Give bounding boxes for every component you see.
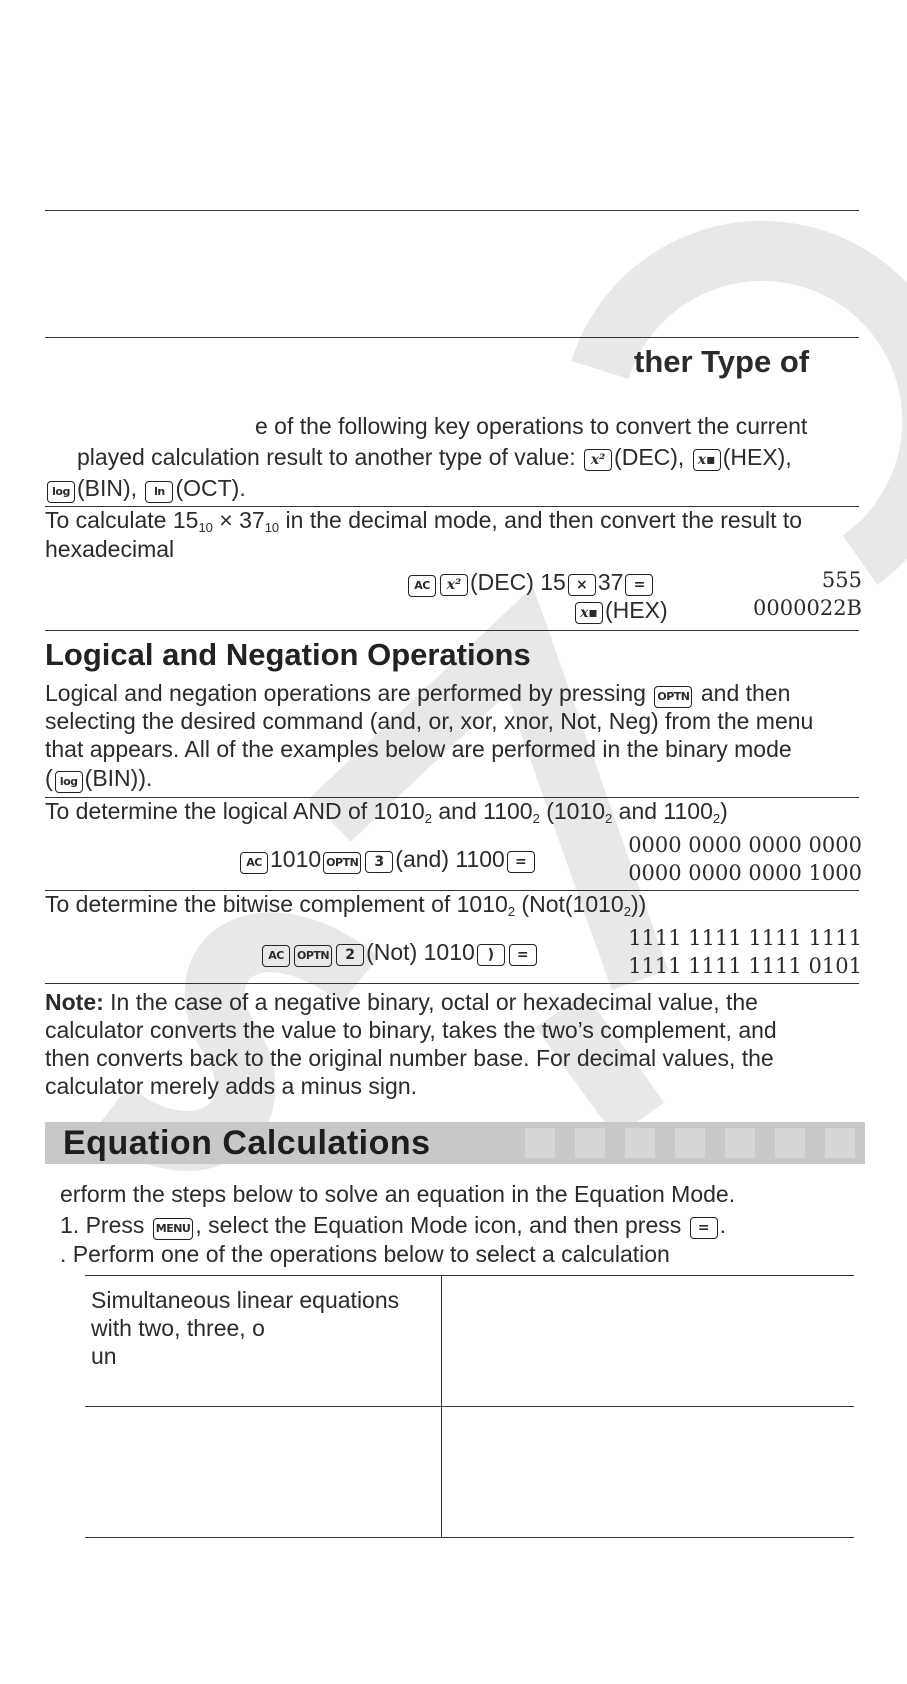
band-pattern: [525, 1128, 855, 1158]
x-box-key-icon: x▪: [693, 449, 721, 471]
subscript: 2: [532, 811, 540, 826]
ac-key-icon: AC: [262, 945, 290, 967]
conversion-op2: [573, 596, 668, 624]
logical-example2-desc: [45, 890, 646, 918]
desc-text: )): [630, 891, 647, 917]
hex-label: (HEX),: [722, 444, 792, 470]
table-cell: [85, 1276, 442, 1407]
conversion-line2-text: played calculation result to another type of value:: [77, 444, 576, 470]
table-cell: [442, 1407, 855, 1538]
band-pattern-block: [625, 1128, 655, 1158]
step-text: .: [719, 1212, 727, 1238]
equation-intro: erform the steps below to solve an equation in the Equation Mode.: [60, 1181, 736, 1207]
logical-para-line4: [45, 764, 152, 793]
logical-para-line1: [45, 679, 790, 708]
ac-key-icon: AC: [240, 852, 268, 874]
subscript: 2: [605, 811, 613, 826]
conversion-example-line1: [45, 506, 802, 534]
desc-text: and 1100: [431, 798, 533, 824]
log-key-icon: log: [55, 771, 83, 793]
top-rule-2: [45, 337, 859, 338]
menu-key-icon: MENU: [153, 1218, 194, 1240]
table-cell-line: un: [91, 1343, 117, 1369]
desc-text: To determine the bitwise complement of 1010: [45, 891, 508, 917]
band-pattern-block: [825, 1128, 855, 1158]
x2-key-icon: x²: [440, 574, 468, 596]
desc-text: (1010: [539, 798, 606, 824]
logical-example1-op: [238, 845, 537, 874]
table-cell-line: with two, three, o: [91, 1315, 265, 1341]
note-line4: calculator merely adds a minus sign.: [45, 1073, 417, 1099]
conversion-text-line1: e of the following key operations to convert the current: [255, 413, 808, 439]
equation-section-title: Equation Calculations: [63, 1124, 431, 1162]
para-text: (: [45, 765, 53, 791]
note-label: Note:: [45, 989, 104, 1015]
conversion-example-line2: hexadecimal: [45, 536, 175, 562]
equals-key-icon: =: [509, 944, 537, 966]
conversion-result1: 555: [821, 568, 862, 592]
band-pattern-block: [575, 1128, 605, 1158]
x-box-key-icon: x▪: [575, 602, 603, 624]
equals-key-icon: =: [625, 574, 653, 596]
conversion-result2: 0000022B: [753, 596, 862, 620]
example-rule-5: [45, 983, 859, 984]
section-heading-fragment: ther Type of: [634, 344, 810, 379]
table-cell: [85, 1407, 442, 1538]
logical-example2-result1: 1111 1111 1111 1111: [628, 926, 862, 950]
x2-key-icon: x²: [584, 449, 612, 471]
example-text: × 37: [212, 507, 265, 533]
note-line3: then converts back to the original number base. For decimal values, the: [45, 1045, 774, 1071]
conversion-op1: [406, 568, 655, 597]
conversion-text-line3: [45, 474, 246, 503]
times-key-icon: ×: [568, 574, 596, 596]
para-text: and then: [700, 680, 791, 706]
subscript: 2: [424, 811, 432, 826]
equation-type-table: [85, 1275, 854, 1538]
equals-key-icon: =: [507, 851, 535, 873]
op-text: 37: [597, 569, 624, 595]
subscript: 2: [712, 811, 721, 826]
ln-key-icon: ln: [145, 481, 173, 503]
equation-step2: . Perform one of the operations below to select a calculation: [60, 1241, 670, 1267]
para-text: Logical and negation operations are performed by pressing: [45, 680, 646, 706]
note-text: In the case of a negative binary, octal or hexadecimal value, the: [103, 989, 758, 1015]
band-pattern-block: [725, 1128, 755, 1158]
para-text: (BIN)).: [84, 765, 153, 791]
logical-example1-desc: [45, 797, 728, 825]
logical-section-title: Logical and Negation Operations: [45, 637, 531, 672]
subscript: 10: [198, 520, 213, 535]
desc-text: and 1100: [612, 798, 713, 824]
three-key-icon: 3: [365, 851, 393, 873]
bin-label: (BIN),: [77, 475, 138, 501]
op-text: 1010: [270, 846, 322, 872]
table-cell-line: Simultaneous linear equations: [91, 1287, 400, 1313]
step-text: 1. Press: [60, 1212, 145, 1238]
top-rule-1: [45, 210, 859, 211]
step-text: , select the Equation Mode icon, and then press: [195, 1212, 682, 1238]
op-text: (and) 1100: [395, 846, 505, 872]
two-key-icon: 2: [336, 944, 364, 966]
band-pattern-block: [525, 1128, 555, 1158]
logical-para-line3: that appears. All of the examples below are performed in the binary mode: [45, 736, 792, 762]
example-rule-2: [45, 630, 859, 631]
example-text: in the decimal mode, and then convert the result to: [279, 507, 803, 533]
logical-example2-op: [260, 938, 539, 967]
op-text: (Not) 1010: [366, 939, 475, 965]
logical-example1-result1: 0000 0000 0000 0000: [628, 833, 862, 857]
note-line1: [45, 988, 758, 1016]
op-text: (HEX): [605, 597, 668, 623]
equals-key-icon: =: [690, 1217, 718, 1239]
oct-label: (OCT).: [175, 475, 246, 501]
equation-section-band: [45, 1122, 865, 1164]
conversion-text-line2: [77, 443, 792, 471]
table-cell: [442, 1276, 855, 1407]
example-text: To calculate 15: [45, 507, 199, 533]
subscript: 10: [264, 520, 280, 535]
band-pattern-block: [675, 1128, 705, 1158]
log-key-icon: log: [47, 481, 75, 503]
equation-step1: [60, 1211, 726, 1240]
logical-example2-result2: 1111 1111 1111 0101: [628, 954, 862, 978]
desc-text: ): [720, 798, 728, 824]
optn-key-icon: OPTN: [294, 945, 332, 967]
note-line2: calculator converts the value to binary, takes the two’s complement, and: [45, 1017, 777, 1043]
op-text: (DEC) 15: [470, 569, 566, 595]
optn-key-icon: OPTN: [654, 686, 692, 708]
desc-text: To determine the logical AND of 1010: [45, 798, 425, 824]
table-row: [85, 1407, 854, 1538]
band-pattern-block: [775, 1128, 805, 1158]
subscript: 2: [507, 904, 516, 919]
dec-label: (DEC),: [614, 444, 685, 470]
desc-text: (Not(1010: [515, 891, 624, 917]
table-row: [85, 1276, 854, 1407]
rparen-key-icon: ): [477, 944, 505, 966]
optn-key-icon: OPTN: [323, 852, 361, 874]
subscript: 2: [623, 904, 631, 919]
ac-key-icon: AC: [408, 575, 436, 597]
logical-example1-result2: 0000 0000 0000 1000: [628, 861, 862, 885]
logical-para-line2: selecting the desired command (and, or, xor, xnor, Not, Neg) from the menu: [45, 708, 814, 734]
